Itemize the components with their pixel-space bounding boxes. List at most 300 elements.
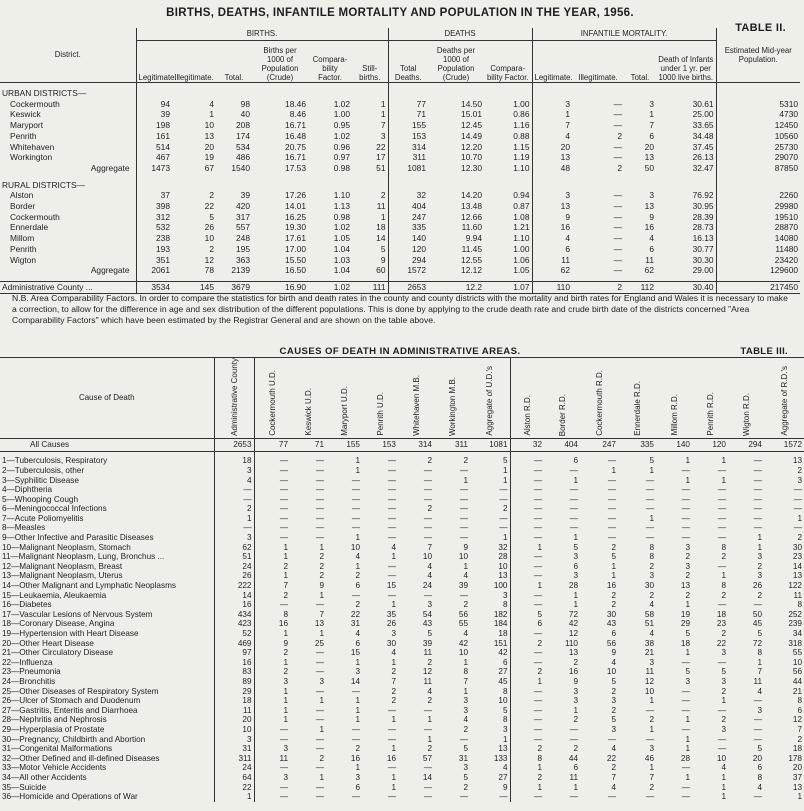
- table-cell: 1: [721, 792, 726, 802]
- spacer-cell: [136, 88, 172, 99]
- table-cell: 1: [510, 677, 544, 687]
- cause-row: [0, 523, 804, 533]
- table-cell: —: [315, 648, 324, 658]
- cause-name: 9—Other Infective and Parasitic Diseases: [2, 533, 154, 543]
- table-cell: 2: [572, 282, 624, 294]
- table-cell: —: [613, 190, 622, 201]
- table-row: [0, 190, 800, 201]
- table-cell: 10: [422, 552, 432, 562]
- table-cell: 16.48: [285, 130, 306, 141]
- table-cell: 3: [649, 98, 654, 109]
- cause-row: [0, 763, 804, 773]
- spacer-cell: [532, 180, 572, 191]
- table-cell: 26.13: [692, 152, 714, 163]
- table-cell: 2061: [136, 265, 172, 276]
- table-cell: —: [387, 724, 396, 734]
- table-cell: 1.19: [513, 152, 530, 163]
- cause-header: Cause of Death: [0, 358, 214, 439]
- table-cell: 1.03: [333, 254, 350, 265]
- district-name: Maryport: [10, 120, 44, 131]
- table-row: [0, 109, 800, 120]
- area-column-header: [728, 358, 764, 439]
- cause-name: 35—Suicide: [2, 782, 47, 792]
- table-cell: 17: [376, 152, 386, 163]
- area-column-label: Alston R.D.: [522, 395, 532, 436]
- table-cell: 11.60: [461, 222, 482, 233]
- table-cell: 311: [434, 438, 470, 451]
- table-cell: —: [510, 687, 544, 697]
- table-cell: 1: [254, 706, 290, 716]
- table-cell: —: [613, 265, 622, 276]
- table-cell: 6: [573, 561, 578, 571]
- table-cell: 4: [427, 571, 432, 581]
- table-cell: 178: [788, 753, 802, 763]
- table-cell: —: [510, 571, 544, 581]
- table-cell: 1: [797, 792, 802, 802]
- table-cell: 1: [380, 211, 386, 222]
- table-cell: 19: [204, 152, 214, 163]
- table-cell: 174: [236, 130, 250, 141]
- table-cell: 15.50: [285, 254, 306, 265]
- table-cell: 4730: [716, 109, 800, 120]
- table-ii-tag: TABLE II.: [735, 22, 786, 34]
- section-heading-row: [0, 180, 800, 191]
- table-cell: 12450: [716, 120, 800, 131]
- table-cell: 18: [214, 696, 254, 706]
- table-cell: —: [681, 494, 690, 504]
- table-cell: 2: [463, 456, 468, 466]
- table-cell: 1: [380, 98, 386, 109]
- cause-name: 3—Syphilitic Disease: [2, 475, 79, 485]
- table-cell: 4: [649, 629, 654, 638]
- table-cell: 1: [391, 715, 396, 725]
- cause-row: [0, 619, 804, 629]
- table-cell: 3: [721, 648, 726, 658]
- spacer-cell: [308, 180, 352, 191]
- table-cell: 32.47: [692, 162, 714, 173]
- table-cell: 2: [757, 590, 762, 600]
- table-cell: 1: [721, 456, 726, 466]
- spacer-cell: [656, 180, 716, 191]
- table-cell: 140: [388, 233, 428, 244]
- table-cell: —: [753, 724, 762, 734]
- table-cell: 2: [721, 686, 726, 696]
- table-cell: 34: [792, 629, 802, 638]
- table-cell: 4: [391, 542, 396, 552]
- table-cell: —: [254, 495, 290, 505]
- table-cell: 1: [685, 475, 690, 485]
- cause-name: 16—Diabetes: [2, 600, 52, 610]
- table-cell: 26: [752, 581, 762, 591]
- table-cell: 19510: [716, 212, 800, 223]
- table-cell: 16: [644, 222, 654, 233]
- table-cell: 43: [422, 619, 432, 629]
- table-cell: 2: [721, 629, 726, 638]
- table-cell: 4: [757, 782, 762, 792]
- table-cell: 39: [240, 190, 250, 201]
- table-cell: 2: [463, 724, 468, 734]
- table-cell: —: [510, 715, 544, 725]
- table-cell: 0.88: [513, 130, 530, 141]
- table-cell: 13: [644, 201, 654, 212]
- table-cell: 42: [458, 638, 468, 648]
- spacer-cell: [484, 180, 532, 191]
- births-group-header: BIRTHS.: [136, 28, 388, 40]
- table-cell: 25730: [716, 142, 800, 153]
- table-cell: 7: [649, 120, 654, 131]
- table-cell: 97: [214, 648, 254, 658]
- table-cell: 4: [611, 782, 616, 792]
- table-cell: 4: [391, 648, 396, 658]
- table-cell: —: [351, 734, 360, 744]
- table-cell: 10: [498, 696, 508, 706]
- table-cell: 13: [680, 581, 690, 591]
- table-cell: 29: [214, 687, 254, 697]
- table-row: [0, 99, 800, 110]
- table-cell: —: [681, 763, 690, 773]
- table-row: [0, 222, 800, 233]
- table-cell: 16: [350, 753, 360, 763]
- table-cell: 15: [350, 648, 360, 658]
- table-cell: —: [254, 600, 290, 610]
- table-cell: 16: [214, 600, 254, 610]
- table-cell: 3: [721, 676, 726, 686]
- table-cell: 8: [721, 542, 726, 552]
- table-cell: 16.71: [285, 120, 306, 131]
- table-cell: —: [510, 495, 544, 505]
- table-cell: —: [387, 456, 396, 466]
- table-cell: 10: [204, 120, 214, 131]
- table-cell: 18: [498, 629, 508, 638]
- table-cell: 1: [254, 629, 290, 639]
- table-cell: —: [423, 494, 432, 504]
- table-cell: 151: [493, 638, 508, 648]
- table-cell: 1: [757, 657, 762, 667]
- table-cell: 6: [649, 130, 654, 141]
- table-cell: 1: [573, 590, 578, 600]
- table-cell: 1.16: [513, 120, 530, 131]
- table-cell: 2: [391, 686, 396, 696]
- table-cell: —: [793, 504, 802, 514]
- district-name: Millom: [10, 233, 35, 244]
- table-cell: 8: [649, 552, 654, 562]
- table-cell: 1: [573, 475, 578, 485]
- table-cell: 335: [388, 222, 428, 233]
- table-cell: 11480: [716, 244, 800, 255]
- district-name: Aggregate: [90, 265, 130, 276]
- table-cell: —: [717, 494, 726, 504]
- cause-row: [0, 456, 804, 466]
- table-cell: 8: [502, 715, 508, 725]
- cause-row: [0, 696, 804, 706]
- table-cell: 14.49: [461, 130, 482, 141]
- table-cell: 1540: [231, 162, 250, 173]
- table-cell: 50: [644, 162, 654, 173]
- table-cell: —: [607, 734, 616, 744]
- cause-row: [0, 725, 804, 735]
- table-cell: —: [613, 98, 622, 109]
- table-cell: 9.94: [465, 233, 482, 244]
- table-cell: 5: [463, 744, 468, 754]
- table-cell: 5310: [716, 99, 800, 110]
- table-cell: —: [753, 715, 762, 725]
- table-cell: 6: [573, 456, 578, 466]
- table-cell: 1: [685, 772, 690, 782]
- table-cell: 198: [136, 120, 172, 131]
- table-cell: —: [793, 485, 802, 495]
- table-cell: 2: [573, 744, 578, 754]
- table-cell: 8: [721, 581, 726, 591]
- cause-row: [0, 562, 804, 572]
- table-cell: 335: [618, 438, 656, 451]
- table-cell: 1: [721, 696, 726, 706]
- cause-row: [0, 715, 804, 725]
- table-cell: 28.39: [692, 211, 714, 222]
- table-cell: 6: [611, 629, 616, 638]
- table-cell: 1: [355, 456, 360, 466]
- cause-row: [0, 754, 804, 764]
- table-cell: —: [254, 514, 290, 524]
- table-cell: 83: [214, 667, 254, 677]
- table-row: [0, 152, 800, 163]
- table-cell: —: [387, 513, 396, 523]
- table-cell: 24: [214, 763, 254, 773]
- spacer-cell: [136, 180, 172, 191]
- table-cell: 21: [644, 648, 654, 658]
- table-cell: 3: [721, 724, 726, 734]
- table-cell: —: [607, 485, 616, 495]
- spacer-cell: [624, 88, 656, 99]
- table-cell: 22: [606, 753, 616, 763]
- table-cell: 3: [355, 667, 360, 677]
- table-cell: —: [423, 590, 432, 600]
- table-cell: —: [753, 696, 762, 706]
- table-cell: 38: [644, 638, 654, 648]
- table-cell: —: [510, 514, 544, 524]
- table-cell: —: [613, 120, 622, 131]
- table-cell: 18: [716, 609, 726, 619]
- table-cell: —: [315, 734, 324, 744]
- table-cell: 2: [427, 657, 432, 667]
- table-cell: 1: [721, 782, 726, 792]
- table-cell: 145: [172, 282, 216, 294]
- table-cell: 12: [422, 667, 432, 677]
- table-cell: 17.26: [285, 190, 306, 201]
- table-cell: 1: [355, 705, 360, 715]
- table-cell: 5: [611, 715, 616, 725]
- table-cell: —: [607, 456, 616, 466]
- table-cell: 23420: [716, 255, 800, 266]
- area-column-header: [544, 358, 580, 439]
- table-cell: —: [717, 504, 726, 514]
- table-cell: —: [315, 657, 324, 667]
- table-cell: 31: [214, 744, 254, 754]
- table-cell: 56: [458, 609, 468, 619]
- table-cell: 43: [606, 619, 616, 629]
- table-cell: 2: [510, 773, 544, 783]
- table-cell: —: [753, 792, 762, 802]
- table-cell: 16.13: [692, 233, 714, 244]
- cause-row: [0, 610, 804, 620]
- death-comp-header: Compara-bility Factor.: [484, 40, 532, 82]
- cause-row: [0, 466, 804, 476]
- table-cell: 2: [319, 571, 324, 581]
- table-cell: 1: [757, 533, 762, 543]
- table-cell: —: [569, 485, 578, 495]
- table-cell: 2: [355, 600, 360, 610]
- table-cell: 2653: [214, 438, 254, 451]
- table-cell: 14.01: [285, 201, 306, 212]
- table-cell: 2: [611, 600, 616, 610]
- table-cell: 2: [319, 753, 324, 763]
- table-cell: 14.20: [461, 190, 482, 201]
- table-cell: 3679: [216, 282, 252, 294]
- table-cell: 37.45: [692, 141, 714, 152]
- table-cell: 1: [355, 533, 360, 543]
- table-cell: —: [387, 465, 396, 475]
- cause-name: 4—Diphtheria: [2, 485, 53, 495]
- table-cell: 1: [319, 696, 324, 706]
- table-cell: —: [214, 485, 254, 495]
- cause-name: 10—Malignant Neoplasm, Stomach: [2, 542, 131, 552]
- table-cell: 7: [797, 724, 802, 734]
- cause-name: 33—Motor Vehicle Accidents: [2, 763, 107, 773]
- table-cell: 16.71: [285, 152, 306, 163]
- table-cell: 22: [214, 783, 254, 793]
- table-cell: 10: [716, 753, 726, 763]
- table-cell: —: [613, 243, 622, 254]
- table-cell: —: [423, 523, 432, 533]
- table-cell: —: [387, 475, 396, 485]
- table-cell: 5: [427, 629, 432, 638]
- table-cell: 1: [510, 581, 544, 591]
- table-cell: 5: [502, 705, 508, 715]
- cause-row: [0, 543, 804, 553]
- table-cell: 2: [463, 782, 468, 792]
- table-cell: —: [569, 513, 578, 523]
- table-cell: 4: [532, 233, 572, 244]
- table-cell: 13: [498, 744, 508, 754]
- table-cell: 8: [463, 667, 468, 677]
- table-cell: 5: [380, 243, 386, 254]
- table-cell: 3: [685, 676, 690, 686]
- area-column-label: Cockermouth R.D.: [594, 370, 604, 436]
- table-cell: 111: [352, 282, 388, 294]
- table-cell: 2: [254, 562, 290, 572]
- table-cell: 2: [685, 552, 690, 562]
- table-cell: 314: [388, 142, 428, 153]
- table-cell: —: [717, 513, 726, 523]
- table-cell: 17.53: [285, 162, 306, 173]
- cause-name: 15—Leukaemia, Aleukaemia: [2, 590, 107, 600]
- population-header: Estimated Mid-year Population.: [716, 28, 800, 82]
- table-cell: 18.46: [285, 98, 306, 109]
- death-rate-header: Deaths per 1000 of Population (Crude): [428, 40, 484, 82]
- spacer-cell: [352, 180, 388, 191]
- table-cell: 22: [350, 609, 360, 619]
- table-cell: 4: [649, 233, 654, 244]
- table-cell: —: [753, 494, 762, 504]
- table-cell: 110: [564, 638, 578, 648]
- cause-row: [0, 648, 804, 658]
- table-cell: 0.98: [333, 211, 350, 222]
- table-cell: 217450: [716, 282, 800, 294]
- all-causes-row: [0, 438, 804, 451]
- table-cell: —: [510, 476, 544, 486]
- spacer-cell: [216, 88, 252, 99]
- spacer-cell: [428, 88, 484, 99]
- table-cell: —: [351, 494, 360, 504]
- table-cell: 16: [254, 619, 290, 629]
- cause-name: 27—Gastritis, Enteritis and Diarrhoea: [2, 705, 138, 715]
- table-cell: 9: [532, 212, 572, 223]
- table-cell: 8: [757, 772, 762, 782]
- table-cell: 2: [510, 667, 544, 677]
- area-column-label: Penrith R.D.: [705, 392, 715, 436]
- table-cell: 2: [510, 639, 544, 649]
- table-cell: —: [753, 465, 762, 475]
- table-cell: 155: [388, 120, 428, 131]
- spacer-cell: [572, 88, 624, 99]
- table-cell: 6: [532, 244, 572, 255]
- table-cell: 1572: [388, 265, 428, 276]
- table-cell: 252: [788, 609, 802, 619]
- table-cell: —: [423, 724, 432, 734]
- inf-total-header: Total.: [624, 40, 656, 82]
- table-cell: 133: [493, 753, 508, 763]
- table-cell: 1: [502, 734, 508, 744]
- table-cell: 2: [502, 504, 508, 514]
- area-column-label: Administrative County: [229, 358, 239, 436]
- table-cell: 3: [649, 744, 654, 754]
- table-cell: 155: [326, 438, 362, 451]
- area-column-header: [326, 358, 362, 439]
- table-cell: 4: [209, 98, 214, 109]
- birth-comp-header: Compara-bility Factor.: [308, 40, 352, 82]
- table-cell: 57: [422, 753, 432, 763]
- table-cell: —: [681, 792, 690, 802]
- table-cell: 22: [204, 201, 214, 212]
- table-cell: 1.00: [333, 109, 350, 120]
- table-cell: —: [214, 495, 254, 505]
- cause-name: 23—Pneumonia: [2, 667, 61, 677]
- table-cell: 8: [757, 648, 762, 658]
- table-cell: 10: [644, 686, 654, 696]
- table-cell: 1: [391, 657, 396, 667]
- table-cell: 10: [204, 233, 214, 244]
- table-cell: 30.40: [656, 282, 716, 294]
- spacer-cell: [716, 180, 800, 191]
- table-cell: 1: [355, 763, 360, 773]
- table-cell: 247: [388, 212, 428, 223]
- table-cell: 12: [792, 715, 802, 725]
- table-cell: 2: [611, 763, 616, 773]
- table-cell: 6: [502, 657, 508, 667]
- table-cell: 39: [458, 581, 468, 591]
- table-cell: —: [753, 600, 762, 610]
- table-cell: 2260: [716, 190, 800, 201]
- table-cell: 42: [568, 619, 578, 629]
- table-cell: 12: [568, 629, 578, 638]
- table-cell: 110: [532, 282, 572, 294]
- table-cell: 6: [797, 705, 802, 715]
- table-cell: 0.96: [333, 141, 350, 152]
- table-cell: 2: [254, 591, 290, 601]
- area-column-header: [362, 358, 398, 439]
- cause-name: 19—Hypertension with Heart Disease: [2, 629, 139, 638]
- table-cell: 0.97: [333, 152, 350, 163]
- table-cell: 3: [254, 773, 290, 783]
